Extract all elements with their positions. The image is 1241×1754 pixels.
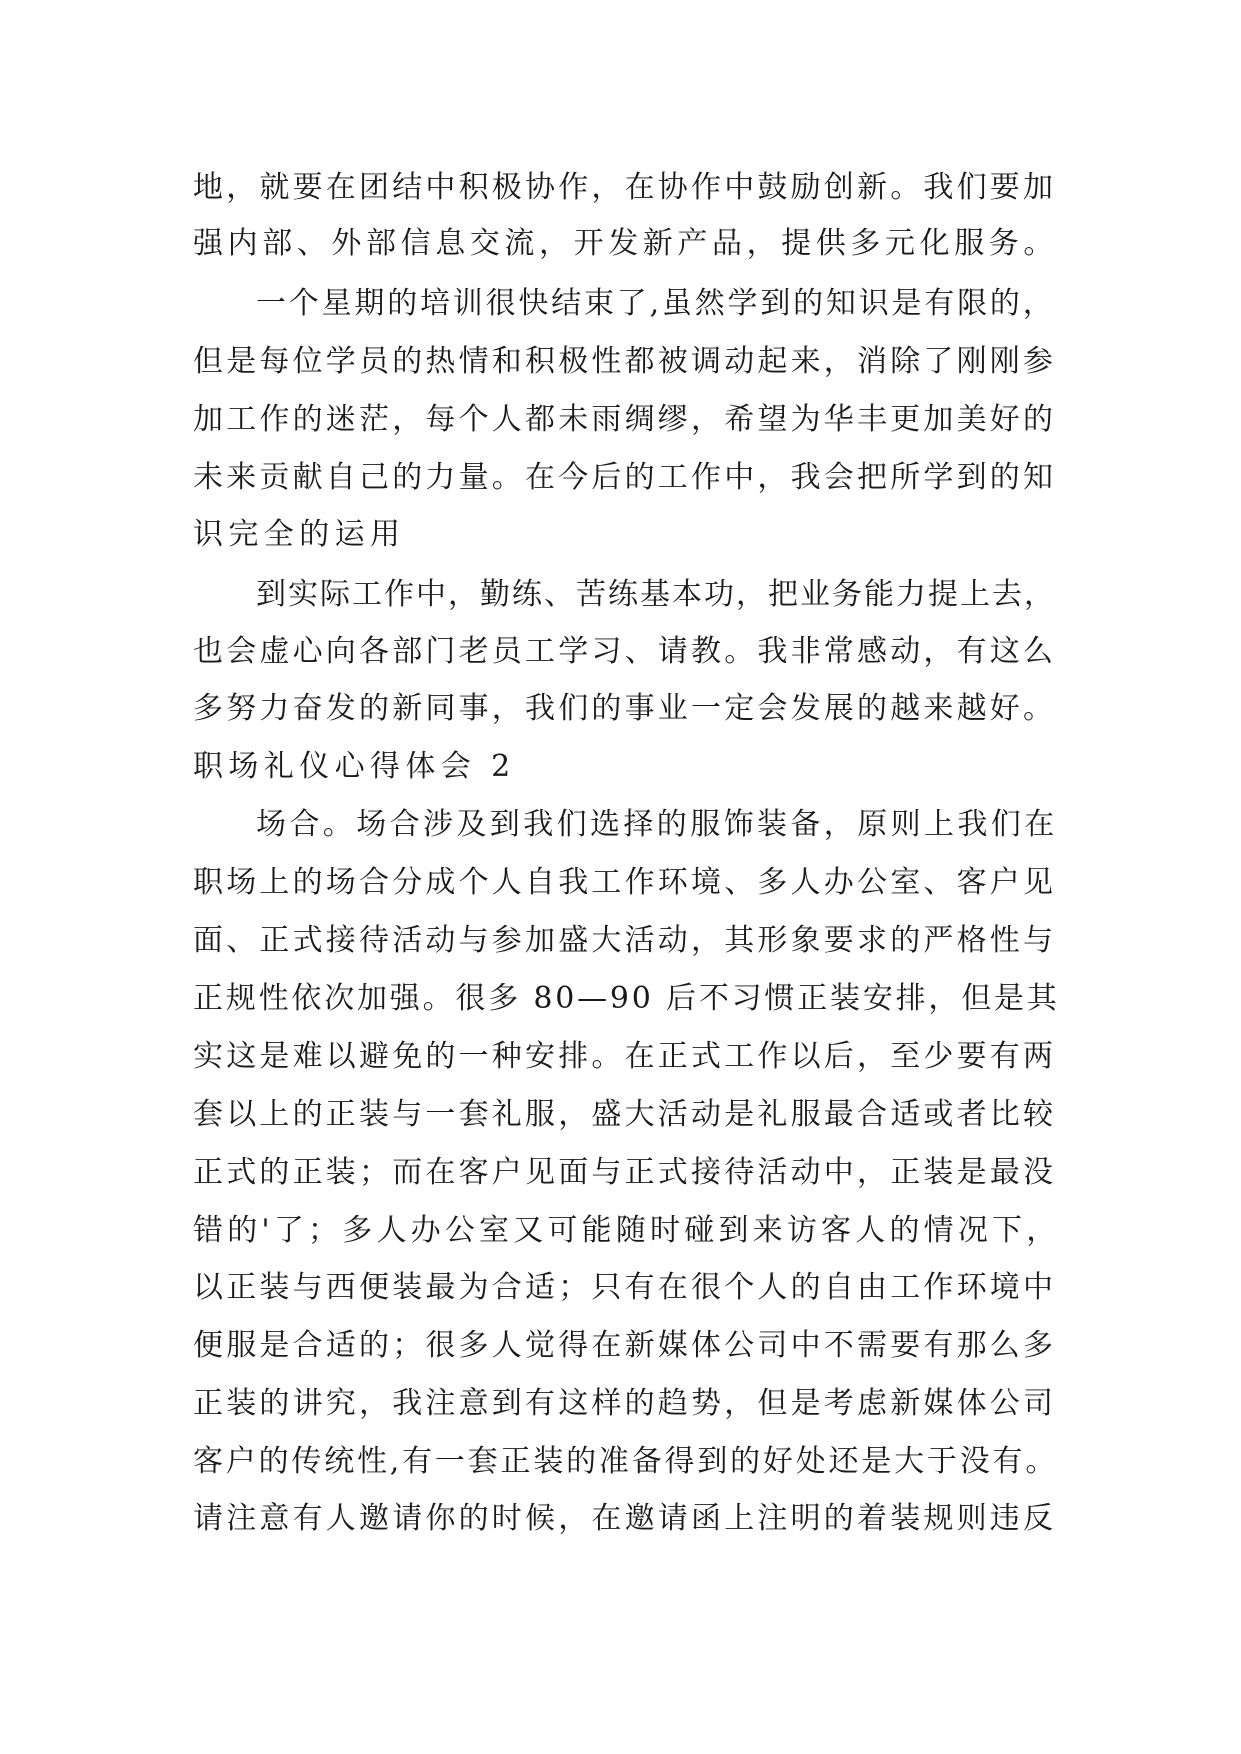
section-heading: 职场礼仪心得体会 2 bbox=[193, 749, 516, 784]
paragraph-line: 请注意有人邀请你的时候，在邀请函上注明的着装规则违反 bbox=[193, 1501, 1057, 1536]
paragraph-line: 识完全的运用 bbox=[193, 517, 406, 552]
paragraph-line: 面、正式接待活动与参加盛大活动，其形象要求的严格性与 bbox=[193, 923, 1057, 958]
paragraph-line: 强内部、外部信息交流，开发新产品，提供多元化服务。 bbox=[193, 226, 1058, 261]
paragraph-line: 未来贡献自己的力量。在今后的工作中，我会把所学到的知 bbox=[193, 460, 1057, 495]
paragraph-line: 到实际工作中，勤练、苦练基本功，把业务能力提上去， bbox=[256, 577, 1056, 612]
paragraph-line: 错的'了；多人办公室又可能随时碰到来访客人的情况下， bbox=[193, 1213, 1061, 1248]
paragraph-line: 以正装与西便装最为合适；只有在很个人的自由工作环境中 bbox=[193, 1270, 1057, 1305]
paragraph-line: 地，就要在团结中积极协作，在协作中鼓励创新。我们要加 bbox=[193, 170, 1057, 205]
paragraph-line: 实这是难以避免的一种安排。在正式工作以后，至少要有两 bbox=[193, 1039, 1057, 1074]
paragraph-line: 客户的传统性,有一套正装的准备得到的好处还是大于没有。 bbox=[193, 1444, 1059, 1479]
paragraph-line: 正式的正装；而在客户见面与正式接待活动中，正装是最没 bbox=[193, 1155, 1057, 1190]
paragraph-line: 多努力奋发的新同事，我们的事业一定会发展的越来越好。 bbox=[193, 691, 1057, 726]
paragraph-line: 也会虚心向各部门老员工学习、请教。我非常感动，有这么 bbox=[193, 634, 1057, 669]
paragraph-line: 正规性依次加强。很多 80—90 后不习惯正装安排，但是其 bbox=[193, 981, 1060, 1016]
paragraph-line: 但是每位学员的热情和积极性都被调动起来，消除了刚刚参 bbox=[193, 344, 1057, 379]
paragraph-line: 套以上的正装与一套礼服，盛大活动是礼服最合适或者比较 bbox=[193, 1097, 1057, 1132]
paragraph-line: 职场上的场合分成个人自我工作环境、多人办公室、客户见 bbox=[193, 865, 1057, 900]
paragraph-line: 场合。场合涉及到我们选择的服饰装备，原则上我们在 bbox=[256, 807, 1058, 842]
paragraph-line: 一个星期的培训很快结束了,虽然学到的知识是有限的， bbox=[256, 286, 1056, 321]
paragraph-line: 加工作的迷茫，每个人都未雨绸缪，希望为华丰更加美好的 bbox=[193, 402, 1057, 437]
paragraph-line: 正装的讲究，我注意到有这样的趋势，但是考虑新媒体公司 bbox=[193, 1386, 1057, 1421]
paragraph-line: 便服是合适的；很多人觉得在新媒体公司中不需要有那么多 bbox=[193, 1328, 1057, 1363]
